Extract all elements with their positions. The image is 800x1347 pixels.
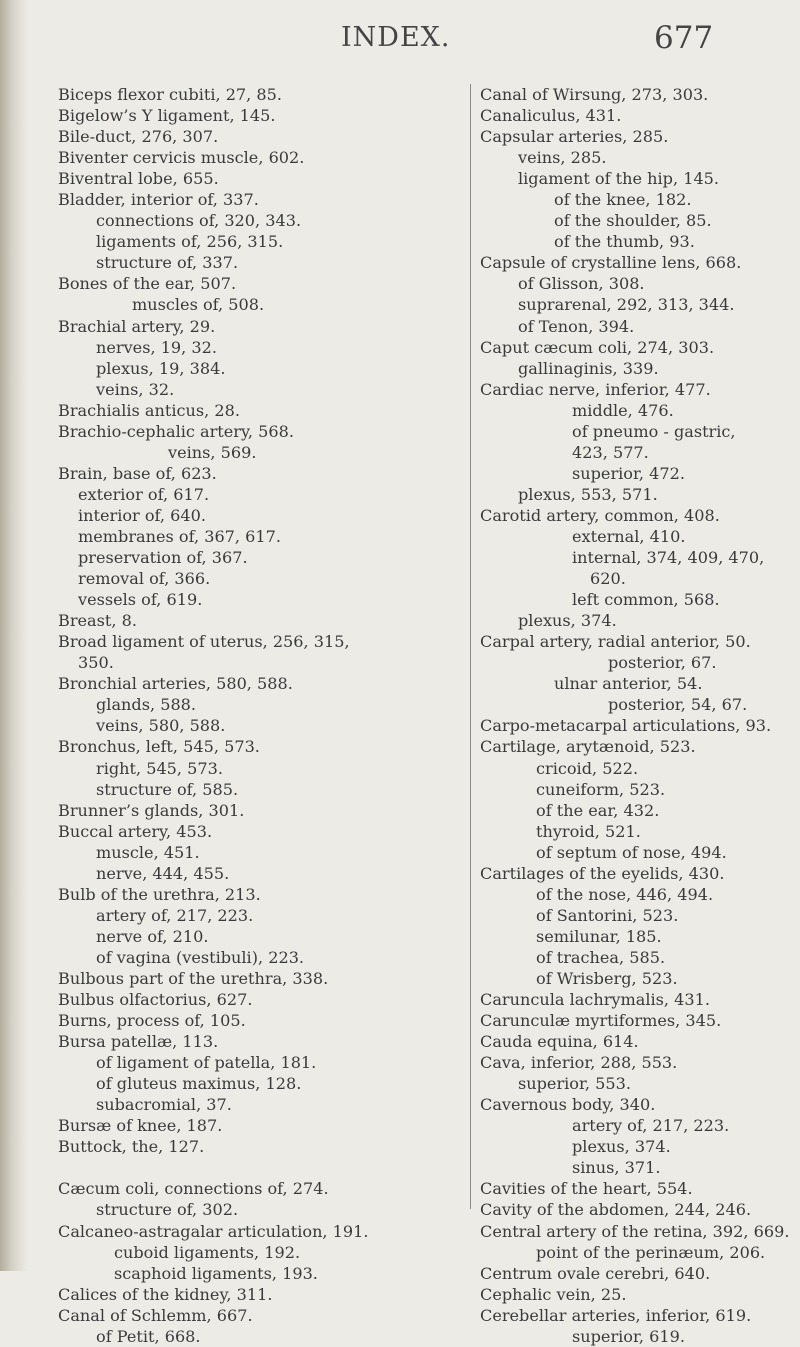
index-entry: Carunculæ myrtiformes, 345. [480,1011,722,1031]
index-entry: Brunner’s glands, 301. [58,800,245,820]
index-column-left [58,84,470,1347]
index-entry: of the nose, 446, 494. [536,884,714,904]
index-entry: Buttock, the, 127. [58,1137,205,1157]
index-entry: Bulb of the urethra, 213. [58,884,261,904]
index-entry: Bladder, interior of, 337. [58,190,259,210]
index-entry: cuneiform, 523. [536,779,666,799]
index-entry: membranes of, 367, 617. [78,526,281,546]
page-number: 677 [654,20,714,56]
index-entry: Cæcum coli, connections of, 274. [58,1179,329,1199]
index-entry: Biventer cervicis muscle, 602. [58,148,305,168]
index-entry: Canal of Wirsung, 273, 303. [480,85,709,104]
index-entry: artery of, 217, 223. [96,905,254,925]
index-entry: of pneumo - gastric, [572,421,736,441]
index-entry: Burns, process of, 105. [58,1011,246,1031]
index-entry: of vagina (vestibuli), 223. [96,947,305,967]
index-entry: veins, 285. [518,148,607,168]
index-entry: Buccal artery, 453. [58,821,213,841]
index-entry: artery of, 217, 223. [572,1116,730,1136]
index-entry: Bile-duct, 276, 307. [58,127,219,147]
index-entry: Cephalic vein, 25. [480,1284,627,1304]
index-entry: Bulbous part of the urethra, 338. [58,968,329,988]
index-entry: plexus, 553, 571. [518,484,658,504]
index-entry: Bronchus, left, 545, 573. [58,737,260,757]
index-entry: of septum of nose, 494. [536,842,727,862]
index-entry: structure of, 302. [96,1200,239,1220]
index-entry: posterior, 54, 67. [608,695,748,715]
index-entry: of Santorini, 523. [536,905,679,925]
index-entry: 620. [590,569,626,589]
index-entry: veins, 569. [168,442,257,462]
index-entry: 423, 577. [572,442,649,462]
index-entry: 350. [78,653,114,673]
index-entry: Bigelow’s Y ligament, 145. [58,106,276,126]
index-entry: of Glisson, 308. [518,274,645,294]
index-entry: connections of, 320, 343. [96,211,302,231]
index-entry: nerve, 444, 455. [96,863,230,883]
index-entry: vessels of, 619. [78,590,203,610]
index-entry: of Wrisberg, 523. [536,968,678,988]
index-entry: of trachea, 585. [536,947,666,967]
index-entry: Biventral lobe, 655. [58,169,219,189]
index-entry: Calcaneo-astragalar articulation, 191. [58,1221,369,1241]
index-entry: sinus, 371. [572,1158,661,1178]
index-entry: Carpal artery, radial anterior, 50. [480,632,751,652]
index-entry: right, 545, 573. [96,758,223,778]
index-entry: superior, 553. [518,1074,631,1094]
column-divider [470,84,471,1209]
index-entry: muscles of, 508. [132,295,265,315]
index-entry: Centrum ovale cerebri, 640. [480,1263,711,1283]
index-entry [58,1157,470,1178]
index-entry: Cardiac nerve, inferior, 477. [480,379,711,399]
index-entry: interior of, 640. [78,505,206,525]
index-entry: Breast, 8. [58,611,137,631]
index-entry: of the knee, 182. [554,190,692,210]
index-entry: plexus, 19, 384. [96,358,226,378]
index-entry: Carpo-metacarpal articulations, 93. [480,716,772,736]
index-entry: thyroid, 521. [536,821,641,841]
index-entry: left common, 568. [572,590,720,610]
index-entry: ulnar anterior, 54. [554,674,703,694]
index-entry: Cavities of the heart, 554. [480,1179,693,1199]
index-entry: of the ear, 432. [536,800,660,820]
index-entry: preservation of, 367. [78,548,248,568]
index-entry: of the shoulder, 85. [554,211,712,231]
index-entry: Caruncula lachrymalis, 431. [480,990,710,1010]
index-entry: Cartilages of the eyelids, 430. [480,863,725,883]
index-entry: ligaments of, 256, 315. [96,232,284,252]
index-entry: structure of, 585. [96,779,239,799]
index-entry: external, 410. [572,526,686,546]
index-entry: Cavity of the abdomen, 244, 246. [480,1200,752,1220]
index-entry: Capsule of crystalline lens, 668. [480,253,742,273]
index-entry: muscle, 451. [96,842,200,862]
index-entry: scaphoid ligaments, 193. [114,1263,318,1283]
index-entry: Brachialis anticus, 28. [58,400,240,420]
index-entry: Calices of the kidney, 311. [58,1284,273,1304]
page-title: INDEX. [341,22,451,53]
page-binding-shadow [0,0,28,1271]
index-entry: nerves, 19, 32. [96,337,217,357]
index-entry: Bursa patellæ, 113. [58,1032,219,1052]
index-entry: suprarenal, 292, 313, 344. [518,295,735,315]
index-entry: subacromial, 37. [96,1095,232,1115]
index-entry: point of the perinæum, 206. [536,1242,766,1262]
index-entry: of Tenon, 394. [518,316,635,336]
index-entry: Bones of the ear, 507. [58,274,237,294]
index-entry: Cava, inferior, 288, 553. [480,1053,678,1073]
index-entry: removal of, 366. [78,569,211,589]
index-entry: plexus, 374. [572,1137,671,1157]
index-entry: Brachio-cephalic artery, 568. [58,421,294,441]
index-entry: superior, 472. [572,463,685,483]
index-entry: Brain, base of, 623. [58,463,217,483]
page-header [0,20,800,60]
index-entry: Capsular arteries, 285. [480,127,669,147]
index-entry: Biceps flexor cubiti, 27, 85. [58,85,283,104]
index-entry: Bulbus olfactorius, 627. [58,990,253,1010]
index-entry: posterior, 67. [608,653,717,673]
index-entry: ligament of the hip, 145. [518,169,720,189]
index-entry: veins, 580, 588. [96,716,226,736]
index-entry: glands, 588. [96,695,197,715]
index-entry: Cavernous body, 340. [480,1095,656,1115]
index-entry: Canal of Schlemm, 667. [58,1305,253,1325]
index-entry: Bronchial arteries, 580, 588. [58,674,293,694]
index-entry: of the thumb, 93. [554,232,695,252]
index-entry: superior, 619. [572,1326,685,1346]
index-entry: cricoid, 522. [536,758,639,778]
index-entry: of ligament of patella, 181. [96,1053,317,1073]
index-entry: semilunar, 185. [536,926,662,946]
index-entry: nerve of, 210. [96,926,209,946]
index-entry: Brachial artery, 29. [58,316,216,336]
index-entry: exterior of, 617. [78,484,210,504]
index-entry: of Petit, 668. [96,1326,201,1346]
index-entry: Canaliculus, 431. [480,106,622,126]
index-entry: Broad ligament of uterus, 256, 315, [58,632,350,652]
index-entry: plexus, 374. [518,611,617,631]
index-entry: Cauda equina, 614. [480,1032,639,1052]
index-entry: gallinaginis, 339. [518,358,659,378]
index-entry: Bursæ of knee, 187. [58,1116,223,1136]
index-entry: Caput cæcum coli, 274, 303. [480,337,715,357]
index-entry: of gluteus maximus, 128. [96,1074,302,1094]
index-entry: middle, 476. [572,400,674,420]
index-entry: cuboid ligaments, 192. [114,1242,301,1262]
index-entry: internal, 374, 409, 470, [572,548,765,568]
index-entry: Cartilage, arytænoid, 523. [480,737,696,757]
index-column-right [480,84,790,1347]
index-entry: Carotid artery, common, 408. [480,505,720,525]
index-entry: veins, 32. [96,379,175,399]
index-entry: structure of, 337. [96,253,239,273]
index-entry: Central artery of the retina, 392, 669. [480,1221,790,1241]
index-entry: Cerebellar arteries, inferior, 619. [480,1305,752,1325]
